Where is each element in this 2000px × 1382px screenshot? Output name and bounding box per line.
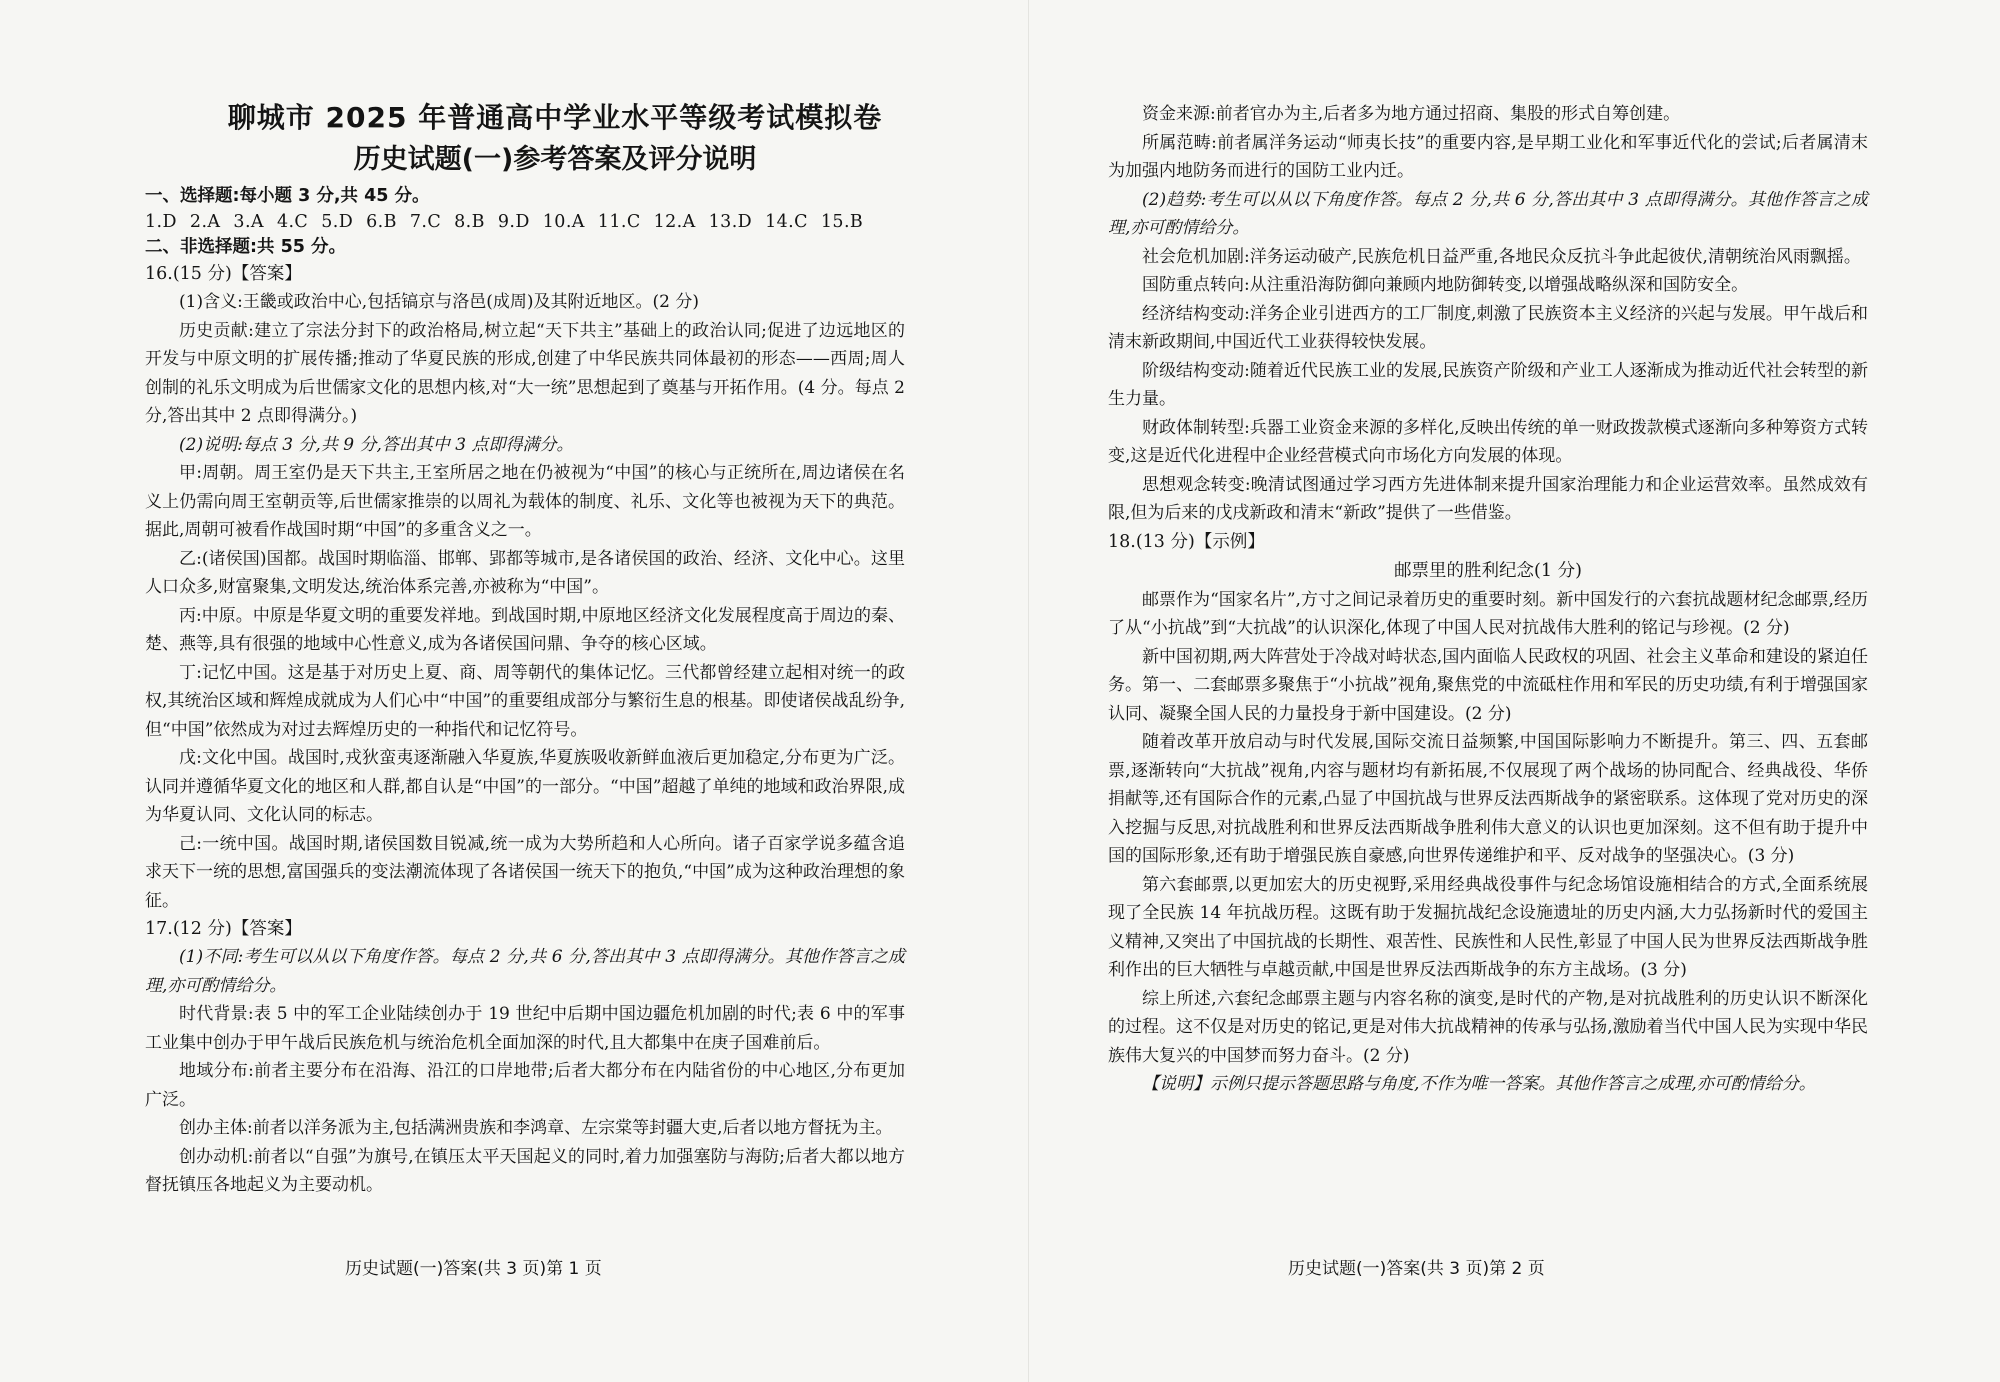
q17-paragraph: 所属范畴:前者属洋务运动“师夷长技”的重要内容,是早期工业化和军事近代化的尝试;后者属清末为加强内地防务而进行的国防工业内迁。 bbox=[1108, 132, 1868, 181]
q17-paragraph: (1)不同:考生可以从以下角度作答。每点 2 分,共 6 分,答出其中 3 点即得满分。其他作答言之成理,亦可酌情给分。 bbox=[145, 947, 905, 996]
q17-paragraph: 时代背景:表 5 中的军工企业陆续创办于 19 世纪中后期中国边疆危机加剧的时代;表 6 中的军事工业集中创办于甲午战后民族危机与统治危机全面加深的时代,且大都集中在庚子国难前后。 bbox=[145, 1004, 905, 1053]
q16-paragraph: 甲:周朝。周王室仍是天下共主,王室所居之地在仍被视为“中国”的核心与正统所在,周边诸侯在名义上仍需向周王室朝贡等,后世儒家推崇的以周礼为载体的制度、礼乐、文化等也被视为天下的典范。据此,周朝可被看作战国时期“中国”的多重含义之一。 bbox=[145, 463, 905, 540]
page-1 bbox=[145, 98, 905, 1200]
q17-heading: 17.(12 分)【答案】 bbox=[145, 919, 302, 939]
q16-paragraph: 戊:文化中国。战国时,戎狄蛮夷逐渐融入华夏族,华夏族吸收新鲜血液后更加稳定,分布更为广泛。认同并遵循华夏文化的地区和人群,都自认是“中国”的一部分。“中国”超越了单纯的地域和政治界限,成为华夏认同、文化认同的标志。 bbox=[145, 748, 905, 825]
page-fold-divider bbox=[1028, 0, 1029, 1382]
answer-item: 11.C bbox=[597, 212, 641, 232]
answer-item: 4.C bbox=[276, 212, 309, 232]
q16-paragraph: 己:一统中国。战国时期,诸侯国数目锐减,统一成为大势所趋和人心所向。诸子百家学说多蕴含追求天下一统的思想,富国强兵的变法潮流体现了各诸侯国一统天下的抱负,“中国”成为这种政治理想的象征。 bbox=[145, 833, 905, 911]
q17-paragraph: 财政体制转型:兵器工业资金来源的多样化,反映出传统的单一财政拨款模式逐渐向多种筹资方式转变,这是近代化进程中企业经营模式向市场化方向发展的体现。 bbox=[1108, 417, 1868, 466]
q16-paragraph: (1)含义:王畿或政治中心,包括镐京与洛邑(成周)及其附近地区。(2 分) bbox=[179, 292, 699, 312]
answer-item: 6.B bbox=[366, 212, 397, 232]
q18-paragraph: 新中国初期,两大阵营处于冷战对峙状态,国内面临人民政权的巩固、社会主义革命和建设的紧迫任务。第一、二套邮票多聚焦于“小抗战”视角,聚焦党的中流砥柱作用和军民的历史功绩,有利于增强国家认同、凝聚全国人民的力量投身于新中国建设。(2 分) bbox=[1108, 646, 1868, 724]
q18-note: 【说明】示例只提示答题思路与角度,不作为唯一答案。其他作答言之成理,亦可酌情给分。 bbox=[1142, 1074, 1816, 1094]
q18-essay-title: 邮票里的胜利纪念(1 分) bbox=[1394, 560, 1582, 581]
answer-item: 2.A bbox=[189, 212, 221, 232]
document-title: 聊城市 2025 年普通高中学业水平等级考试模拟卷 bbox=[227, 101, 883, 134]
q17-paragraph: 创办动机:前者以“自强”为旗号,在镇压太平天国起义的同时,着力加强塞防与海防;后者大都以地方督抚镇压各地起义为主要动机。 bbox=[145, 1146, 905, 1195]
q17-paragraph: 经济结构变动:洋务企业引进西方的工厂制度,刺激了民族资本主义经济的兴起与发展。甲午战后和清末新政期间,中国近代工业获得较快发展。 bbox=[1108, 303, 1868, 352]
answer-item: 13.D bbox=[708, 212, 753, 232]
q18-paragraph: 综上所述,六套纪念邮票主题与内容名称的演变,是时代的产物,是对抗战胜利的历史认识不断深化的过程。这不仅是对历史的铭记,更是对伟大抗战精神的传承与弘扬,激励着当代中国人民为实现中华民族伟大复兴的中国梦而努力奋斗。(2 分) bbox=[1108, 988, 1868, 1066]
q16-paragraph: 丁:记忆中国。这是基于对历史上夏、商、周等朝代的集体记忆。三代都曾经建立起相对统一的政权,其统治区域和辉煌成就成为人们心中“中国”的重要组成部分与繁衍生息的根基。即使诸侯战乱纷争,但“中国”依然成为对过去辉煌历史的一种指代和记忆符号。 bbox=[145, 662, 905, 740]
q17-paragraph: 地域分布:前者主要分布在沿海、沿江的口岸地带;后者大都分布在内陆省份的中心地区,分布更加广泛。 bbox=[145, 1061, 905, 1110]
multiple-choice-answers bbox=[145, 209, 905, 235]
q16-paragraph: 历史贡献:建立了宗法分封下的政治格局,树立起“天下共主”基础上的政治认同;促进了边远地区的开发与中原文明的扩展传播;推动了华夏民族的形成,创建了中华民族共同体最初的形态——西周;周人创制的礼乐文明成为后世儒家文化的思想内核,对“大一统”思想起到了奠基与开拓作用。(4 分。每点 2 分,答出其中 2 点即得满分。) bbox=[145, 320, 905, 426]
q17-paragraph: 阶级结构变动:随着近代民族工业的发展,民族资产阶级和产业工人逐渐成为推动近代社会转型的新生力量。 bbox=[1108, 360, 1868, 409]
answer-item: 10.A bbox=[542, 212, 585, 232]
answer-item: 9.D bbox=[497, 212, 530, 232]
section-2-heading: 二、非选择题:共 55 分。 bbox=[145, 237, 347, 257]
answer-item: 8.B bbox=[454, 212, 485, 232]
answer-item: 7.C bbox=[409, 212, 442, 232]
q17-paragraph: 资金来源:前者官办为主,后者多为地方通过招商、集股的形式自筹创建。 bbox=[1142, 104, 1681, 124]
q18-paragraph: 邮票作为“国家名片”,方寸之间记录着历史的重要时刻。新中国发行的六套抗战题材纪念邮票,经历了从“小抗战”到“大抗战”的认识深化,体现了中国人民对抗战伟大胜利的铭记与珍视。(2 分) bbox=[1108, 589, 1868, 638]
section-1-heading: 一、选择题:每小题 3 分,共 45 分。 bbox=[145, 186, 430, 206]
q17-paragraph: 思想观念转变:晚清试图通过学习西方先进体制来提升国家治理能力和企业运营效率。虽然成效有限,但为后来的戊戌新政和清末“新政”提供了一些借鉴。 bbox=[1108, 474, 1868, 523]
page-1-footer: 历史试题(一)答案(共 3 页)第 1 页 bbox=[345, 1259, 602, 1279]
answer-item: 1.D bbox=[145, 212, 177, 232]
answer-item: 15.B bbox=[820, 212, 864, 232]
answer-item: 5.D bbox=[321, 212, 354, 232]
q18-paragraph: 随着改革开放启动与时代发展,国际交流日益频繁,中国国际影响力不断提升。第三、四、五套邮票,逐渐转向“大抗战”视角,内容与题材均有新拓展,不仅展现了两个战场的协同配合、经典战役、华侨捐献等,还有国际合作的元素,凸显了中国抗战与世界反法西斯战争的紧密联系。这体现了党对历史的深入挖掘与反思,对抗战胜利和世界反法西斯战争胜利伟大意义的认识也更加深刻。这不但有助于提升中国的国际形象,还有助于增强民族自豪感,向世界传递维护和平、反对战争的坚强决心。(3 分) bbox=[1108, 732, 1868, 866]
q16-paragraph: 乙:(诸侯国)国都。战国时期临淄、邯郸、郢都等城市,是各诸侯国的政治、经济、文化中心。这里人口众多,财富聚集,文明发达,统治体系完善,亦被称为“中国”。 bbox=[145, 548, 905, 597]
q16-paragraph: 丙:中原。中原是华夏文明的重要发祥地。到战国时期,中原地区经济文化发展程度高于周边的秦、楚、燕等,具有很强的地域中心性意义,成为各诸侯国问鼎、争夺的核心区域。 bbox=[145, 605, 905, 654]
page-2-footer: 历史试题(一)答案(共 3 页)第 2 页 bbox=[1288, 1259, 1545, 1279]
answer-item: 14.C bbox=[765, 212, 808, 232]
document-subtitle: 历史试题(一)参考答案及评分说明 bbox=[353, 144, 757, 175]
q18-paragraph: 第六套邮票,以更加宏大的历史视野,采用经典战役事件与纪念场馆设施相结合的方式,全面系统展现了全民族 14 年抗战历程。这既有助于发掘抗战纪念设施遗址的历史内涵,大力弘扬新时代的爱国主义精神,又突出了中国抗战的长期性、艰苦性、民族性和人民性,彰显了中国人民为世界反法西斯战争胜利作出的巨大牺牲与卓越贡献,中国是世界反法西斯战争的东方主战场。(3 分) bbox=[1108, 874, 1868, 980]
page-2 bbox=[1108, 100, 1868, 1099]
q16-paragraph: (2)说明:每点 3 分,共 9 分,答出其中 3 点即得满分。 bbox=[179, 434, 574, 455]
q18-heading: 18.(13 分)【示例】 bbox=[1108, 531, 1265, 552]
q17-paragraph: 国防重点转向:从注重沿海防御向兼顾内地防御转变,以增强战略纵深和国防安全。 bbox=[1142, 275, 1749, 295]
answer-item: 12.A bbox=[653, 212, 696, 232]
q16-heading: 16.(15 分)【答案】 bbox=[145, 264, 302, 284]
q17-paragraph: 社会危机加剧:洋务运动破产,民族危机日益严重,各地民众反抗斗争此起彼伏,清朝统治风雨飘摇。 bbox=[1142, 246, 1861, 267]
q17-paragraph: 创办主体:前者以洋务派为主,包括满洲贵族和李鸿章、左宗棠等封疆大吏,后者以地方督抚为主。 bbox=[179, 1118, 893, 1138]
q17-paragraph: (2)趋势:考生可以从以下角度作答。每点 2 分,共 6 分,答出其中 3 点即得满分。其他作答言之成理,亦可酌情给分。 bbox=[1108, 189, 1868, 238]
answer-item: 3.A bbox=[233, 212, 264, 232]
